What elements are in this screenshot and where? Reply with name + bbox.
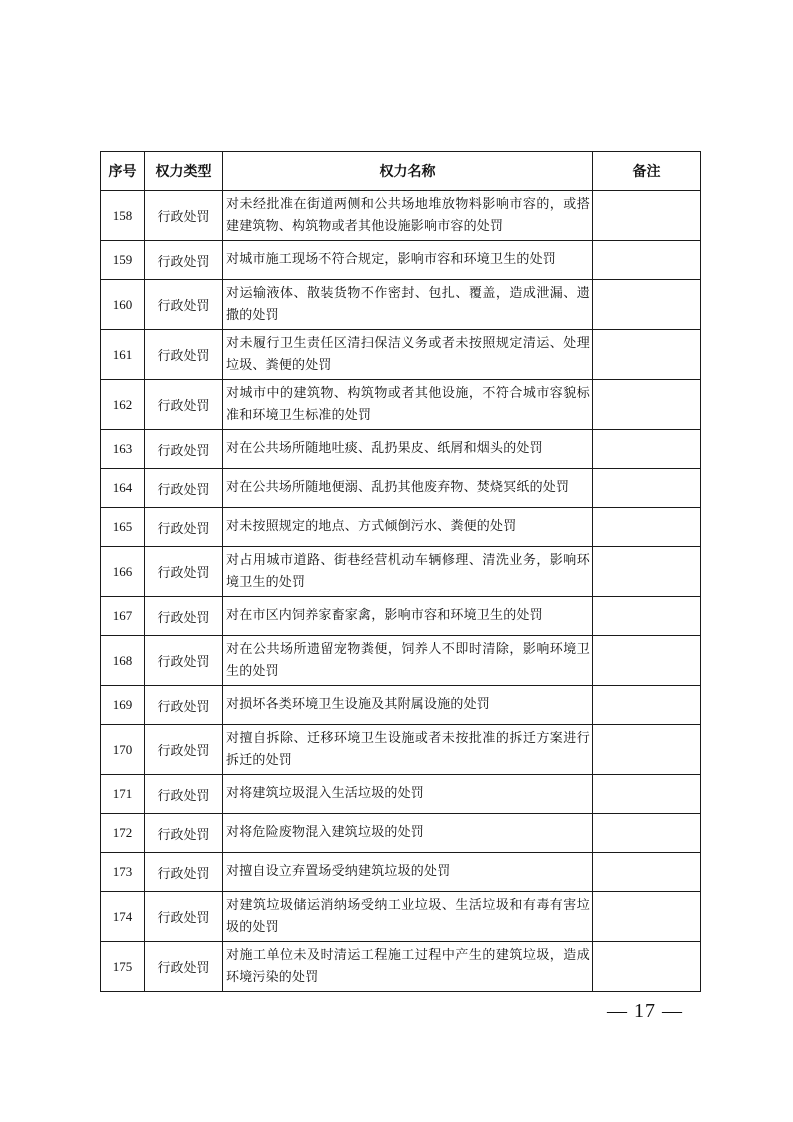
row-power-type: 行政处罚 (145, 597, 223, 636)
row-serial-number: 171 (101, 775, 145, 814)
row-remark (593, 508, 701, 547)
row-serial-number: 162 (101, 380, 145, 430)
table-row (101, 508, 701, 547)
row-remark (593, 380, 701, 430)
row-power-name: 对在市区内饲养家畜家禽，影响市容和环境卫生的处罚 (223, 597, 593, 636)
row-power-type: 行政处罚 (145, 380, 223, 430)
table-row (101, 814, 701, 853)
row-power-type: 行政处罚 (145, 547, 223, 597)
row-power-name: 对将建筑垃圾混入生活垃圾的处罚 (223, 775, 593, 814)
row-remark (593, 686, 701, 725)
row-remark (593, 330, 701, 380)
row-power-type: 行政处罚 (145, 686, 223, 725)
row-power-name: 对占用城市道路、街巷经营机动车辆修理、清洗业务，影响环境卫生的处罚 (223, 547, 593, 597)
row-remark (593, 636, 701, 686)
row-power-type: 行政处罚 (145, 330, 223, 380)
row-remark (593, 725, 701, 775)
row-serial-number: 174 (101, 892, 145, 942)
row-power-type: 行政处罚 (145, 191, 223, 241)
row-power-name: 对运输液体、散装货物不作密封、包扎、覆盖，造成泄漏、遗撒的处罚 (223, 280, 593, 330)
row-power-type: 行政处罚 (145, 814, 223, 853)
header-power-type: 权力类型 (145, 152, 223, 191)
row-serial-number: 160 (101, 280, 145, 330)
row-remark (593, 469, 701, 508)
row-serial-number: 164 (101, 469, 145, 508)
row-remark (593, 942, 701, 992)
row-power-name: 对在公共场所随地便溺、乱扔其他废弃物、焚烧冥纸的处罚 (223, 469, 593, 508)
power-list-table-container (100, 151, 700, 992)
table-row (101, 241, 701, 280)
row-power-name: 对在公共场所遗留宠物粪便，饲养人不即时清除，影响环境卫生的处罚 (223, 636, 593, 686)
row-power-name: 对在公共场所随地吐痰、乱扔果皮、纸屑和烟头的处罚 (223, 430, 593, 469)
row-remark (593, 892, 701, 942)
table-row (101, 725, 701, 775)
row-power-name: 对施工单位未及时清运工程施工过程中产生的建筑垃圾，造成环境污染的处罚 (223, 942, 593, 992)
row-serial-number: 161 (101, 330, 145, 380)
page-number: — 17 — (607, 1000, 683, 1022)
row-serial-number: 163 (101, 430, 145, 469)
row-remark (593, 430, 701, 469)
row-power-type: 行政处罚 (145, 636, 223, 686)
row-serial-number: 169 (101, 686, 145, 725)
row-power-name: 对擅自拆除、迁移环境卫生设施或者未按批准的拆迁方案进行拆迁的处罚 (223, 725, 593, 775)
row-power-type: 行政处罚 (145, 241, 223, 280)
table-row (101, 430, 701, 469)
row-remark (593, 547, 701, 597)
row-power-name: 对未经批准在街道两侧和公共场地堆放物料影响市容的，或搭建建筑物、构筑物或者其他设施影响市容的处罚 (223, 191, 593, 241)
row-power-type: 行政处罚 (145, 725, 223, 775)
table-row (101, 597, 701, 636)
table-header-row (101, 152, 701, 191)
row-remark (593, 814, 701, 853)
row-serial-number: 173 (101, 853, 145, 892)
table-row (101, 380, 701, 430)
row-power-type: 行政处罚 (145, 942, 223, 992)
table-row (101, 892, 701, 942)
row-remark (593, 853, 701, 892)
table-row (101, 280, 701, 330)
row-remark (593, 280, 701, 330)
row-remark (593, 241, 701, 280)
row-power-type: 行政处罚 (145, 775, 223, 814)
row-remark (593, 775, 701, 814)
row-power-type: 行政处罚 (145, 430, 223, 469)
table-row (101, 330, 701, 380)
row-remark (593, 191, 701, 241)
row-remark (593, 597, 701, 636)
row-serial-number: 172 (101, 814, 145, 853)
row-power-type: 行政处罚 (145, 469, 223, 508)
table-row (101, 636, 701, 686)
table-row (101, 191, 701, 241)
row-power-name: 对城市施工现场不符合规定，影响市容和环境卫生的处罚 (223, 241, 593, 280)
row-power-name: 对未履行卫生责任区清扫保洁义务或者未按照规定清运、处理垃圾、粪便的处罚 (223, 330, 593, 380)
row-serial-number: 175 (101, 942, 145, 992)
row-serial-number: 166 (101, 547, 145, 597)
row-power-name: 对城市中的建筑物、构筑物或者其他设施，不符合城市容貌标准和环境卫生标准的处罚 (223, 380, 593, 430)
row-power-name: 对擅自设立弃置场受纳建筑垃圾的处罚 (223, 853, 593, 892)
table-row (101, 853, 701, 892)
table-row (101, 942, 701, 992)
power-list-table (100, 151, 701, 992)
row-serial-number: 168 (101, 636, 145, 686)
row-serial-number: 158 (101, 191, 145, 241)
row-power-name: 对损坏各类环境卫生设施及其附属设施的处罚 (223, 686, 593, 725)
header-remark: 备注 (593, 152, 701, 191)
row-power-type: 行政处罚 (145, 892, 223, 942)
table-body (101, 191, 701, 992)
row-serial-number: 165 (101, 508, 145, 547)
row-serial-number: 167 (101, 597, 145, 636)
table-row (101, 775, 701, 814)
row-power-type: 行政处罚 (145, 853, 223, 892)
row-power-name: 对将危险废物混入建筑垃圾的处罚 (223, 814, 593, 853)
row-power-type: 行政处罚 (145, 280, 223, 330)
table-row (101, 686, 701, 725)
header-serial-number: 序号 (101, 152, 145, 191)
row-serial-number: 159 (101, 241, 145, 280)
header-power-name: 权力名称 (223, 152, 593, 191)
row-serial-number: 170 (101, 725, 145, 775)
table-row (101, 547, 701, 597)
row-power-name: 对未按照规定的地点、方式倾倒污水、粪便的处罚 (223, 508, 593, 547)
table-row (101, 469, 701, 508)
row-power-name: 对建筑垃圾储运消纳场受纳工业垃圾、生活垃圾和有毒有害垃圾的处罚 (223, 892, 593, 942)
row-power-type: 行政处罚 (145, 508, 223, 547)
